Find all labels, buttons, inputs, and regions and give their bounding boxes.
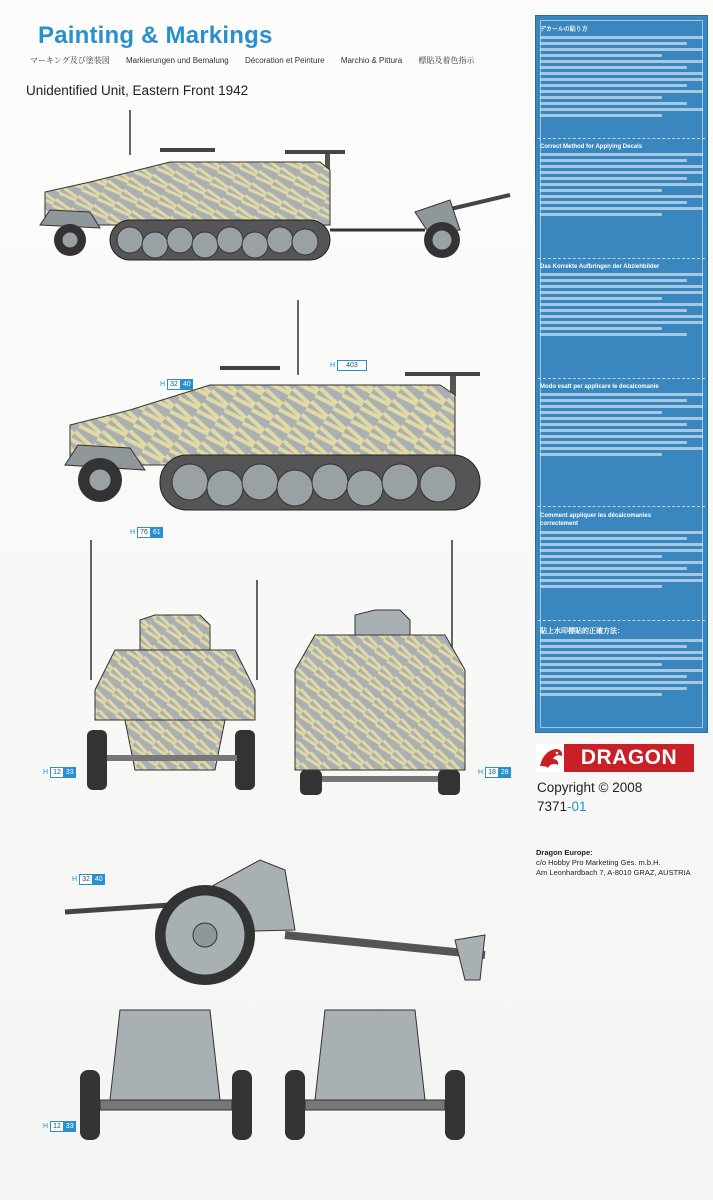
subtitle-italian: Marchio & Pittura bbox=[340, 56, 403, 65]
dragon-europe-address bbox=[536, 848, 691, 878]
dragon-emblem-icon bbox=[536, 744, 566, 772]
halftrack-with-gun-side-view bbox=[30, 100, 520, 280]
decal-tag-12-33-gun: H 12 33 bbox=[43, 1123, 74, 1130]
instructions-title: Das Korrekte Aufbringen der Abziehbilder bbox=[540, 264, 660, 270]
dragon-logo bbox=[536, 744, 694, 772]
kit-code-suffix: 01 bbox=[571, 799, 587, 814]
anti-tank-gun-side-view bbox=[55, 840, 500, 1000]
anti-tank-gun-rear-view bbox=[285, 1010, 475, 1140]
subtitle-german: Markierungen und Bemalung bbox=[126, 56, 229, 65]
subtitle-french: Décoration et Peinture bbox=[244, 56, 325, 65]
decal-instructions-panel bbox=[535, 15, 708, 733]
instructions-french bbox=[540, 512, 703, 591]
kit-code-number: 7371 bbox=[537, 799, 568, 814]
decal-tag-32-40-gun: H 32 40 bbox=[72, 876, 103, 883]
instructions-chinese bbox=[540, 626, 703, 699]
instructions-title: Correct Method for Applying Decals bbox=[540, 144, 643, 150]
instructions-german bbox=[540, 264, 703, 339]
halftrack-side-view bbox=[60, 300, 500, 520]
halftrack-front-view bbox=[75, 540, 265, 810]
decal-tag-18-28: H 18 28 bbox=[478, 769, 509, 776]
anti-tank-gun-front-view bbox=[80, 1010, 260, 1140]
subtitle-japanese: マーキング及び塗装図 bbox=[30, 56, 110, 65]
europe-line-2: Am Leonhardbach 7, A-8010 GRAZ, AUSTRIA bbox=[536, 868, 691, 877]
instructions-title: デカールの貼り方 bbox=[540, 27, 588, 33]
subtitle-chinese: 標貼及着色指示 bbox=[418, 56, 475, 65]
decal-tag-12-33: H 12 33 bbox=[43, 769, 74, 776]
instructions-title: Comment appliquer les décalcomanies correctement bbox=[540, 513, 652, 527]
europe-line-1: c/o Hobby Pro Marketing Ges. m.b.H. bbox=[536, 858, 661, 867]
instructions-italian bbox=[540, 384, 703, 459]
page-title: Painting & Markings bbox=[38, 22, 273, 49]
decal-tag-403: H 403 bbox=[330, 360, 367, 371]
dragon-wordmark: DRAGON bbox=[564, 744, 694, 772]
subtitle-translations bbox=[30, 55, 488, 66]
kit-code: 7371-01 bbox=[537, 799, 587, 814]
unit-title: Unidentified Unit, Eastern Front 1942 bbox=[26, 83, 249, 98]
decal-tag-76-61: H 76 61 bbox=[130, 529, 161, 536]
instructions-japanese bbox=[540, 24, 703, 120]
instructions-title: Modo esatt per applicare le decalcomanie bbox=[540, 384, 659, 390]
europe-label: Dragon Europe: bbox=[536, 848, 593, 857]
decal-tag-32-40: H 32 40 bbox=[160, 381, 191, 388]
halftrack-rear-view bbox=[280, 540, 480, 810]
instructions-english bbox=[540, 144, 703, 219]
copyright-text: Copyright © 2008 bbox=[537, 780, 643, 795]
instructions-title: 貼上水印標貼的正確方法： bbox=[540, 628, 624, 635]
